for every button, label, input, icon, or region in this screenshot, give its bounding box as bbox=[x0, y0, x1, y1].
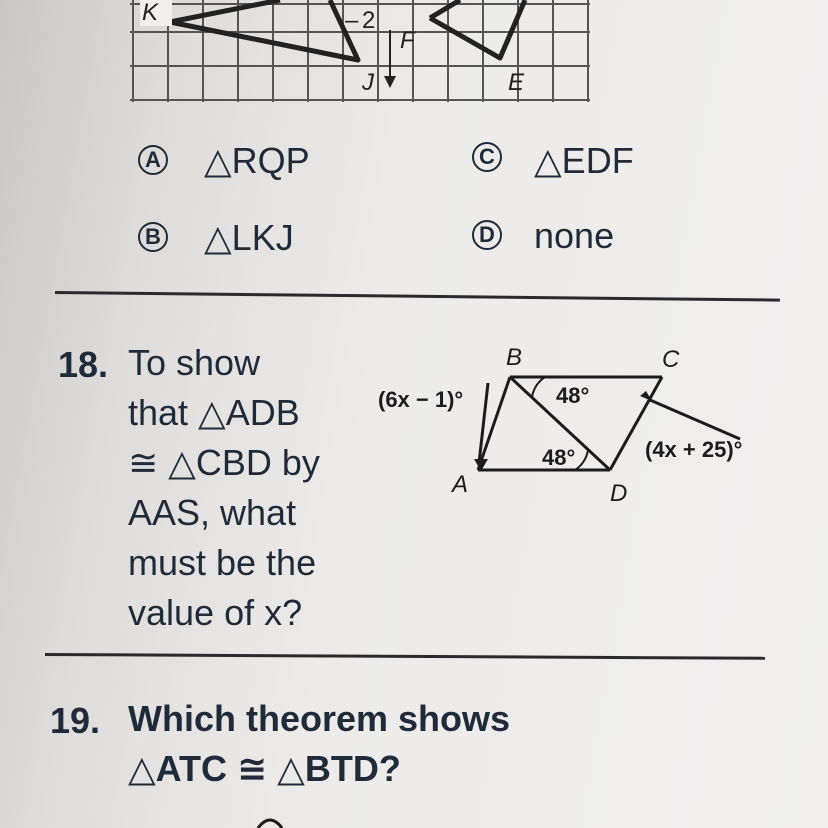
choice-d-circle[interactable] bbox=[472, 220, 502, 250]
q18-line-2: that △ADB bbox=[128, 392, 300, 433]
choice-b-circle[interactable] bbox=[138, 222, 168, 252]
choice-b-letter: B bbox=[145, 224, 161, 249]
divider-18-19 bbox=[45, 653, 765, 660]
label-f: F bbox=[400, 27, 415, 54]
vertex-c-label: C bbox=[662, 346, 680, 373]
expr-right-label: (4x + 25)° bbox=[645, 437, 743, 462]
label-neg-2: – bbox=[345, 7, 359, 34]
choice-d-text: none bbox=[534, 215, 615, 256]
parallelogram-figure bbox=[370, 335, 810, 515]
question-19-text bbox=[128, 694, 728, 794]
vertex-a-label: A bbox=[452, 471, 469, 498]
choice-a-letter: A bbox=[145, 147, 161, 172]
q18-line-3: ≅ △CBD by bbox=[128, 442, 320, 483]
q18-line-1: To show bbox=[128, 342, 261, 383]
q18-line-5: must be the bbox=[128, 542, 317, 583]
expr-left-label: (6x − 1)° bbox=[378, 387, 464, 412]
choice-c-circle[interactable] bbox=[472, 142, 502, 172]
label-2: 2 bbox=[362, 7, 376, 34]
choice-a-text: △RQP bbox=[204, 140, 310, 181]
question-18-number: 18. bbox=[58, 344, 109, 385]
choice-c-text: △EDF bbox=[534, 140, 634, 181]
label-e: E bbox=[508, 69, 525, 96]
grid-figure bbox=[0, 0, 828, 110]
angle-bottom-label: 48° bbox=[542, 445, 576, 470]
choice-a-circle[interactable] bbox=[138, 145, 168, 175]
q19-line-1: Which theorem shows bbox=[128, 698, 511, 739]
angle-top-label: 48° bbox=[556, 383, 590, 408]
question-19-number: 19. bbox=[50, 700, 101, 741]
label-j: J bbox=[362, 69, 374, 96]
choice-b-text: △LKJ bbox=[204, 217, 294, 258]
divider-17-18 bbox=[55, 291, 780, 302]
choice-c-letter: C bbox=[479, 144, 495, 169]
choice-d-letter: D bbox=[479, 222, 495, 247]
vertex-d-label: D bbox=[610, 480, 628, 507]
q18-line-6: value of x? bbox=[128, 592, 303, 633]
bottom-figure-fragment bbox=[250, 812, 290, 828]
question-18-text bbox=[128, 338, 368, 638]
q19-line-2: △ATC ≅ △BTD? bbox=[128, 748, 401, 789]
q18-line-4: AAS, what bbox=[128, 492, 297, 533]
label-k: K bbox=[142, 0, 159, 26]
vertex-b-label: B bbox=[506, 344, 523, 371]
